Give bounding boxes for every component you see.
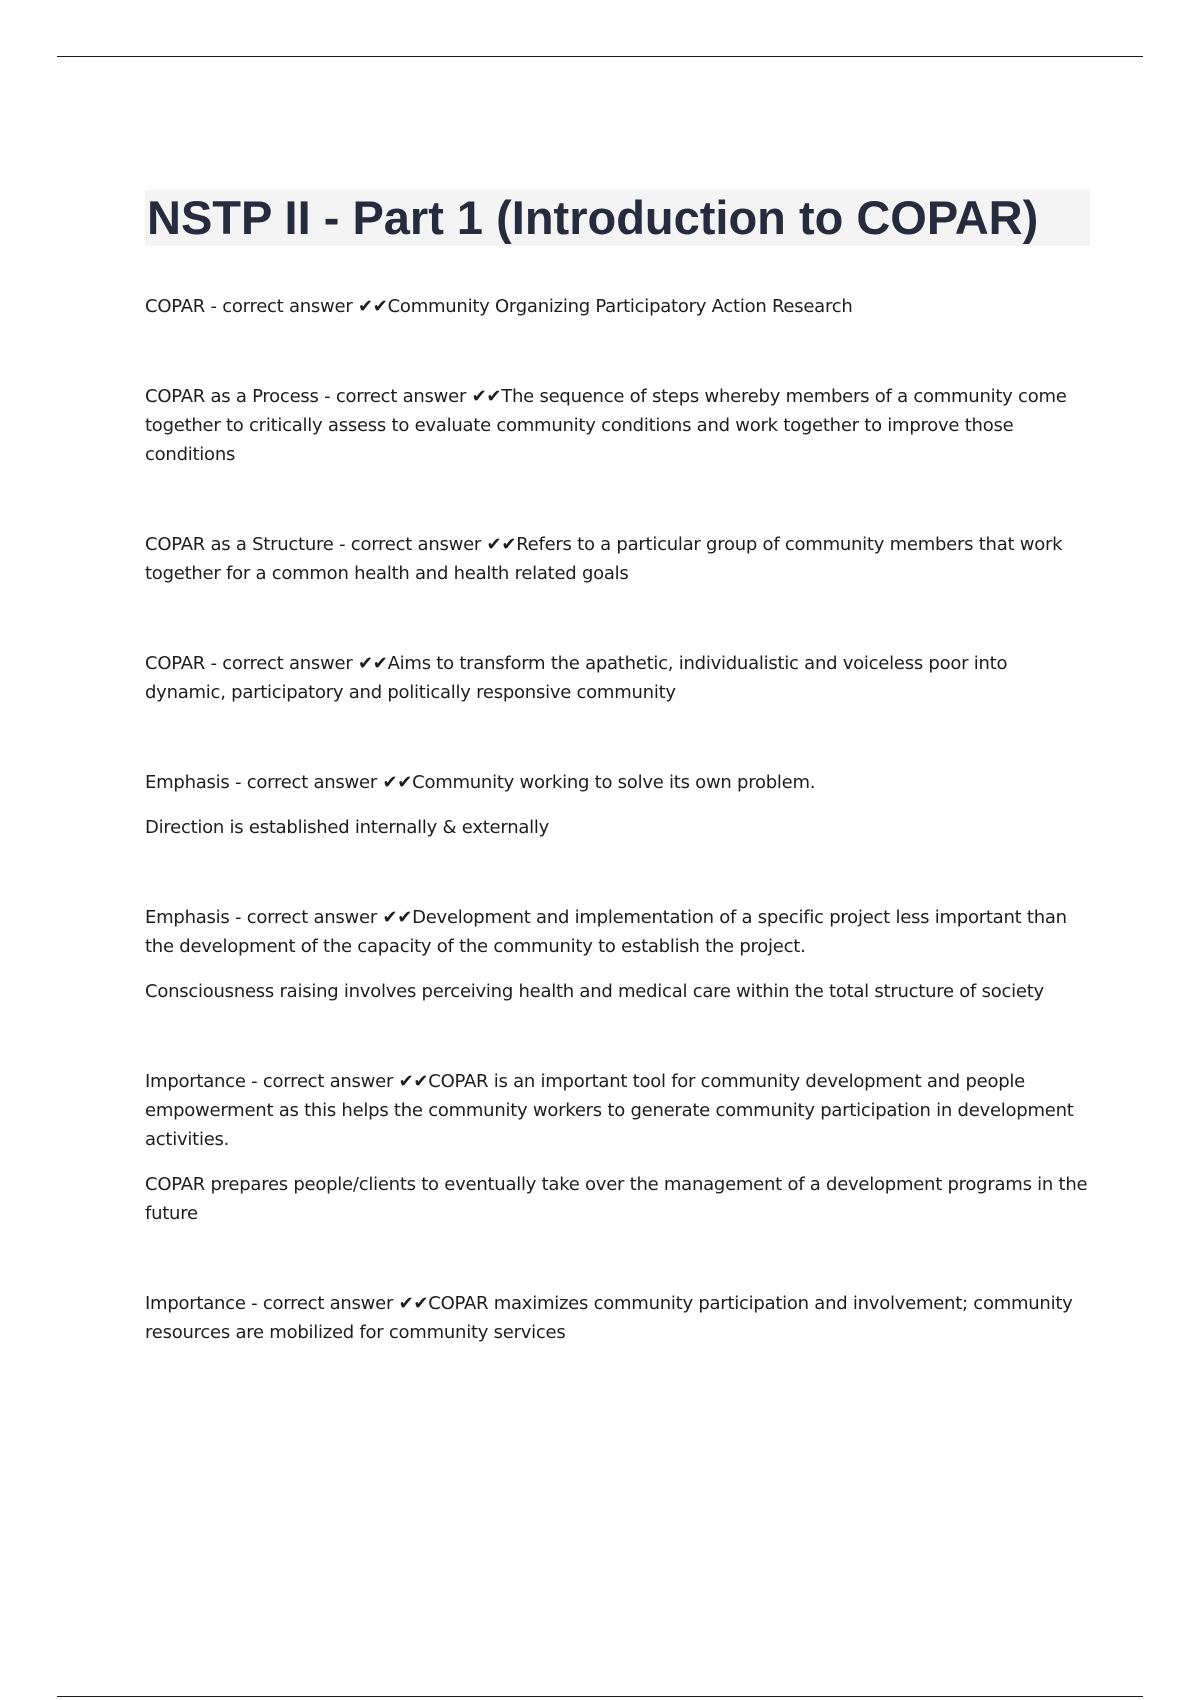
flashcard-qa (145, 768, 1090, 797)
flashcard (145, 1289, 1090, 1347)
flashcard-answer: Community Organizing Participatory Action Research (387, 296, 853, 317)
flashcard-extra-line: COPAR prepares people/clients to eventually take over the management of a development programs in the future (145, 1174, 1088, 1224)
flashcard-term: COPAR (145, 653, 206, 674)
flashcard-separator: - correct answer (245, 1293, 399, 1314)
flashcard-extra-line: Direction is established internally & externally (145, 817, 550, 838)
page-title: NSTP II - Part 1 (Introduction to COPAR) (145, 190, 1090, 246)
flashcard-list (145, 292, 1090, 1408)
flashcard-qa (145, 1067, 1090, 1154)
flashcard-term: COPAR as a Structure (145, 534, 334, 555)
check-icon: ✔✔ (357, 653, 388, 674)
flashcard (145, 292, 1090, 321)
check-icon: ✔✔ (382, 907, 413, 928)
flashcard-term: COPAR (145, 296, 206, 317)
flashcard (145, 903, 1090, 1006)
flashcard (145, 1067, 1090, 1228)
check-icon: ✔✔ (471, 386, 502, 407)
top-rule (57, 56, 1143, 57)
flashcard (145, 530, 1090, 588)
flashcard-qa (145, 649, 1090, 707)
flashcard-qa (145, 530, 1090, 588)
bottom-rule (57, 1696, 1143, 1697)
check-icon: ✔✔ (382, 772, 413, 793)
flashcard-answer: Aims to transform the apathetic, individualistic and voiceless poor into dynamic, participatory and politically responsive community (145, 653, 1008, 703)
flashcard-term: Emphasis (145, 772, 230, 793)
flashcard-qa (145, 292, 1090, 321)
flashcard-qa (145, 1289, 1090, 1347)
check-icon: ✔✔ (486, 534, 517, 555)
flashcard-term: Importance (145, 1071, 246, 1092)
flashcard-answer: COPAR is an important tool for community development and people empowerment as this helps the community workers to generate community participation in development activities. (145, 1071, 1074, 1150)
flashcard-qa (145, 903, 1090, 961)
flashcard-separator: - correct answer (318, 386, 472, 407)
flashcard-separator: - correct answer (229, 772, 383, 793)
flashcard-answer: The sequence of steps whereby members of a community come together to critically assess to evaluate community conditions and work together to improve those conditions (145, 386, 1067, 465)
check-icon: ✔✔ (398, 1293, 429, 1314)
flashcard-extra-line: Consciousness raising involves perceiving health and medical care within the total structure of society (145, 981, 1044, 1002)
flashcard-term: Importance (145, 1293, 246, 1314)
flashcard-answer: Community working to solve its own problem. (412, 772, 816, 793)
flashcard-separator: - correct answer (205, 296, 358, 317)
flashcard (145, 768, 1090, 842)
flashcard-term: COPAR as a Process (145, 386, 319, 407)
flashcard (145, 649, 1090, 707)
flashcard-separator: - correct answer (245, 1071, 399, 1092)
flashcard-answer: COPAR maximizes community participation and involvement; community resources are mobilized for community services (145, 1293, 1073, 1343)
flashcard-separator: - correct answer (205, 653, 358, 674)
flashcard-separator: - correct answer (229, 907, 383, 928)
flashcard-term: Emphasis (145, 907, 230, 928)
flashcard-answer: Refers to a particular group of community members that work together for a common health and health related goals (145, 534, 1063, 584)
flashcard-separator: - correct answer (333, 534, 487, 555)
flashcard-qa (145, 382, 1090, 469)
flashcard-answer: Development and implementation of a specific project less important than the development of the capacity of the community to establish the project. (145, 907, 1067, 957)
check-icon: ✔✔ (398, 1071, 429, 1092)
check-icon: ✔✔ (357, 296, 388, 317)
flashcard (145, 382, 1090, 469)
